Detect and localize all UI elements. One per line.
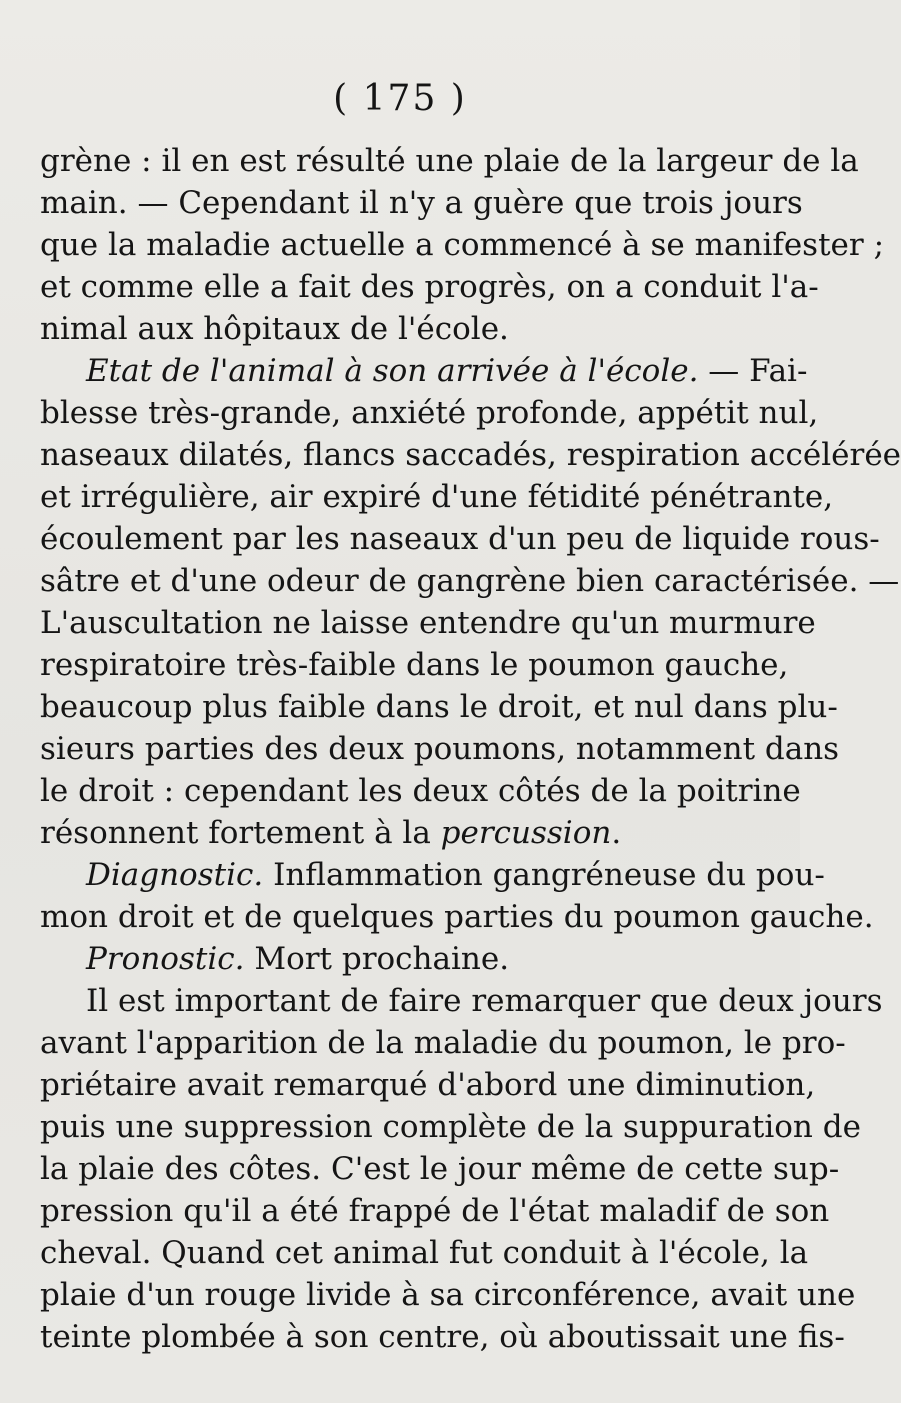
text-line: L'auscultation ne laisse entendre qu'un murmure bbox=[40, 605, 816, 641]
text-line: pression qu'il a été frappé de l'état maladif de son bbox=[40, 1193, 830, 1229]
section-heading-diagnostic: Diagnostic. bbox=[86, 857, 264, 893]
text-line: main. — Cependant il n'y a guère que trois jours bbox=[40, 185, 803, 221]
text-line: et irrégulière, air expiré d'une fétidité pénétrante, bbox=[40, 479, 834, 515]
text-line-rest: Inflammation gangréneuse du pou- bbox=[263, 857, 825, 893]
text-line-rest: . bbox=[611, 815, 622, 851]
text-line-rest: Mort prochaine. bbox=[244, 941, 510, 977]
text-line: grène : il en est résulté une plaie de la largeur de la bbox=[40, 143, 859, 179]
text-line: priétaire avait remarqué d'abord une diminution, bbox=[40, 1067, 816, 1103]
page-number: ( 175 ) bbox=[333, 78, 467, 119]
text-line: beaucoup plus faible dans le droit, et nul dans plu- bbox=[40, 689, 838, 725]
text-line-percussion bbox=[40, 812, 765, 854]
text-line: mon droit et de quelques parties du poumon gauche. bbox=[40, 899, 874, 935]
section-heading-pronostic: Pronostic. bbox=[86, 941, 245, 977]
text-line-pronostic bbox=[40, 938, 765, 980]
text-line: sieurs parties des deux poumons, notamment dans bbox=[40, 731, 840, 767]
text-line: teinte plombée à son centre, où aboutissait une fis- bbox=[40, 1319, 845, 1355]
text-line-state-heading bbox=[40, 350, 808, 392]
text-line: la plaie des côtes. C'est le jour même de cette sup- bbox=[40, 1151, 840, 1187]
text-line: et comme elle a fait des progrès, on a conduit l'a- bbox=[40, 269, 819, 305]
text-line-diagnostic bbox=[40, 854, 825, 896]
text-line: le droit : cependant les deux côtés de la poitrine bbox=[40, 773, 801, 809]
text-line-rest: — Fai- bbox=[698, 353, 808, 389]
text-line: nimal aux hôpitaux de l'école. bbox=[40, 311, 509, 347]
text-line: naseaux dilatés, flancs saccadés, respiration accélérée bbox=[40, 437, 901, 473]
text-line: blesse très-grande, anxiété profonde, appétit nul, bbox=[40, 395, 819, 431]
text-line: respiratoire très-faible dans le poumon gauche, bbox=[40, 647, 789, 683]
section-heading-etat: Etat de l'animal à son arrivée à l'école. bbox=[86, 353, 699, 389]
italic-term-percussion: percussion bbox=[440, 815, 612, 851]
text-line: cheval. Quand cet animal fut conduit à l'école, la bbox=[40, 1235, 809, 1271]
body-text bbox=[40, 140, 901, 1358]
text-line: sâtre et d'une odeur de gangrène bien caractérisée. — bbox=[40, 563, 900, 599]
text-line: Il est important de faire remarquer que deux jours bbox=[86, 983, 883, 1019]
text-line: que la maladie actuelle a commencé à se manifester ; bbox=[40, 227, 885, 263]
text-line: plaie d'un rouge livide à sa circonférence, avait une bbox=[40, 1277, 856, 1313]
text-line: avant l'apparition de la maladie du poumon, le pro- bbox=[40, 1025, 846, 1061]
text-line-pre: résonnent fortement à la bbox=[40, 815, 441, 851]
text-line: puis une suppression complète de la suppuration de bbox=[40, 1109, 861, 1145]
text-line: écoulement par les naseaux d'un peu de liquide rous- bbox=[40, 521, 880, 557]
